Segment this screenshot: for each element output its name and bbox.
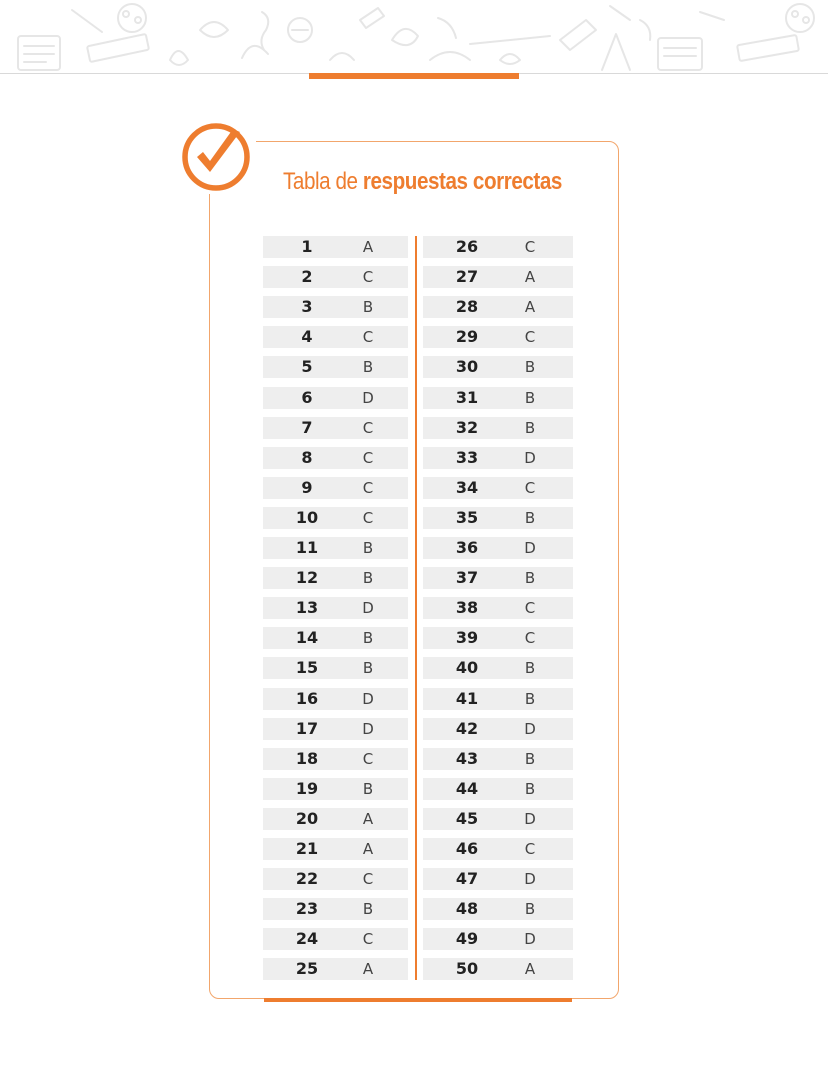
question-number: 24 xyxy=(295,929,319,949)
correct-answer: C xyxy=(524,238,536,256)
correct-answer: B xyxy=(524,900,536,919)
answer-row xyxy=(263,778,408,800)
answer-row xyxy=(423,356,573,378)
correct-answer: D xyxy=(524,719,536,738)
question-number: 36 xyxy=(455,538,479,557)
correct-answer: C xyxy=(524,328,536,347)
question-number: 19 xyxy=(295,778,319,798)
answer-row xyxy=(423,236,573,258)
header-doodle-band xyxy=(0,0,828,76)
correct-answer: C xyxy=(362,508,374,527)
question-number: 7 xyxy=(301,417,313,437)
question-number: 44 xyxy=(455,778,479,798)
answer-row xyxy=(423,567,573,589)
question-number: 40 xyxy=(455,658,479,678)
question-number: 50 xyxy=(455,959,479,979)
question-number: 25 xyxy=(295,959,319,979)
question-number: 26 xyxy=(455,237,479,256)
question-number: 31 xyxy=(455,387,479,407)
answer-row xyxy=(263,326,408,348)
question-number: 9 xyxy=(301,477,313,497)
question-number: 16 xyxy=(295,688,319,708)
correct-answer: B xyxy=(524,779,536,798)
footer-accent-bar xyxy=(264,998,572,1002)
question-number: 27 xyxy=(455,267,479,287)
question-number: 39 xyxy=(455,628,479,648)
answer-row xyxy=(423,958,573,980)
correct-answer: B xyxy=(362,358,374,377)
question-number: 6 xyxy=(301,387,313,407)
answer-row xyxy=(263,597,408,619)
answer-row xyxy=(423,326,573,348)
answer-row xyxy=(423,597,573,619)
correct-answer: A xyxy=(362,960,374,979)
answer-row xyxy=(423,507,573,529)
correct-answer: B xyxy=(524,418,536,437)
answer-row xyxy=(263,928,408,950)
answer-row xyxy=(423,778,573,800)
answer-row xyxy=(423,417,573,439)
question-number: 34 xyxy=(455,477,479,497)
answer-row xyxy=(263,417,408,439)
answer-row xyxy=(423,296,573,318)
correct-answer: B xyxy=(524,388,536,407)
question-number: 10 xyxy=(295,507,319,527)
answer-row xyxy=(423,868,573,890)
correct-answer: B xyxy=(524,569,536,588)
correct-answer: C xyxy=(524,599,536,618)
correct-answer: B xyxy=(524,508,536,527)
school-doodles-icon xyxy=(0,0,828,76)
correct-answer: A xyxy=(524,298,536,317)
correct-answer: D xyxy=(362,388,374,407)
correct-answer: B xyxy=(524,659,536,678)
correct-answer: D xyxy=(524,539,536,557)
answer-row xyxy=(263,387,408,409)
badge xyxy=(176,118,256,194)
question-number: 33 xyxy=(455,447,479,467)
correct-answer: C xyxy=(524,840,536,858)
question-number: 18 xyxy=(295,748,319,768)
question-number: 49 xyxy=(455,929,479,949)
answer-row xyxy=(263,537,408,559)
header-accent-bar xyxy=(309,73,519,79)
answer-row xyxy=(263,657,408,679)
question-number: 4 xyxy=(301,327,313,347)
correct-answer: C xyxy=(362,448,374,467)
question-number: 41 xyxy=(455,688,479,708)
answer-row xyxy=(423,808,573,830)
answer-table xyxy=(263,236,573,980)
title-regular: Tabla de xyxy=(283,168,363,195)
answer-row xyxy=(423,447,573,469)
answer-row xyxy=(423,838,573,860)
answer-row xyxy=(423,387,573,409)
question-number: 5 xyxy=(301,357,313,377)
question-number: 15 xyxy=(295,658,319,678)
answer-row xyxy=(263,266,408,288)
answer-row xyxy=(423,537,573,559)
answer-row xyxy=(263,507,408,529)
answer-row xyxy=(423,928,573,950)
page-title xyxy=(283,168,562,196)
question-number: 23 xyxy=(295,899,319,919)
question-number: 3 xyxy=(301,297,313,317)
question-number: 12 xyxy=(295,568,319,588)
correct-answer: C xyxy=(524,478,536,497)
question-number: 38 xyxy=(455,598,479,618)
question-number: 29 xyxy=(455,327,479,347)
answer-row xyxy=(263,898,408,920)
question-number: 47 xyxy=(455,869,479,889)
question-number: 42 xyxy=(455,718,479,738)
answer-row xyxy=(263,627,408,649)
correct-answer: C xyxy=(362,328,374,347)
answer-row xyxy=(263,567,408,589)
question-number: 22 xyxy=(295,869,319,889)
correct-answer: C xyxy=(362,418,374,437)
question-number: 17 xyxy=(295,718,319,738)
question-number: 20 xyxy=(295,808,319,828)
question-number: 37 xyxy=(455,568,479,588)
correct-answer: C xyxy=(362,478,374,497)
question-number: 13 xyxy=(295,598,319,618)
answer-row xyxy=(423,688,573,710)
correct-answer: C xyxy=(362,749,374,768)
answer-row xyxy=(263,356,408,378)
answer-row xyxy=(263,236,408,258)
correct-answer: A xyxy=(362,809,374,828)
correct-answer: D xyxy=(524,930,536,949)
answer-row xyxy=(263,447,408,469)
answer-row xyxy=(263,958,408,980)
correct-answer: B xyxy=(362,629,374,648)
correct-answer: D xyxy=(362,689,374,708)
answer-row xyxy=(423,718,573,740)
correct-answer: B xyxy=(362,659,374,678)
correct-answer: C xyxy=(362,268,374,287)
title-bold: respuestas correctas xyxy=(362,168,562,195)
answer-row xyxy=(263,748,408,770)
correct-answer: C xyxy=(362,930,374,949)
answer-row xyxy=(263,296,408,318)
correct-answer: D xyxy=(524,448,536,467)
question-number: 30 xyxy=(455,357,479,377)
correct-answer: B xyxy=(362,298,374,317)
question-number: 35 xyxy=(455,507,479,527)
answer-row xyxy=(263,868,408,890)
question-number: 28 xyxy=(455,297,479,317)
column-divider xyxy=(415,236,417,980)
correct-answer: D xyxy=(362,719,374,738)
question-number: 14 xyxy=(295,628,319,648)
correct-answer: B xyxy=(524,358,536,377)
answer-row xyxy=(423,627,573,649)
correct-answer: B xyxy=(362,539,374,557)
checkmark-circle-icon xyxy=(176,118,256,194)
correct-answer: A xyxy=(524,268,536,287)
answer-row xyxy=(263,688,408,710)
answer-row xyxy=(263,808,408,830)
question-number: 8 xyxy=(301,447,313,467)
answer-row xyxy=(263,838,408,860)
answer-row xyxy=(263,718,408,740)
correct-answer: B xyxy=(362,779,374,798)
correct-answer: A xyxy=(362,238,374,256)
answer-row xyxy=(423,748,573,770)
question-number: 21 xyxy=(295,839,319,858)
answer-row xyxy=(263,477,408,499)
question-number: 11 xyxy=(295,538,319,557)
correct-answer: A xyxy=(362,840,374,858)
correct-answer: B xyxy=(524,689,536,708)
correct-answer: B xyxy=(524,749,536,768)
answer-row xyxy=(423,657,573,679)
question-number: 32 xyxy=(455,417,479,437)
correct-answer: D xyxy=(362,599,374,618)
question-number: 43 xyxy=(455,748,479,768)
correct-answer: B xyxy=(362,900,374,919)
correct-answer: D xyxy=(524,809,536,828)
answer-row xyxy=(423,266,573,288)
correct-answer: C xyxy=(362,870,374,889)
question-number: 46 xyxy=(455,839,479,858)
correct-answer: C xyxy=(524,629,536,648)
question-number: 2 xyxy=(301,267,313,287)
question-number: 1 xyxy=(301,237,313,256)
correct-answer: A xyxy=(524,960,536,979)
answer-row xyxy=(423,898,573,920)
correct-answer: B xyxy=(362,569,374,588)
question-number: 48 xyxy=(455,899,479,919)
answer-row xyxy=(423,477,573,499)
correct-answer: D xyxy=(524,870,536,889)
question-number: 45 xyxy=(455,808,479,828)
